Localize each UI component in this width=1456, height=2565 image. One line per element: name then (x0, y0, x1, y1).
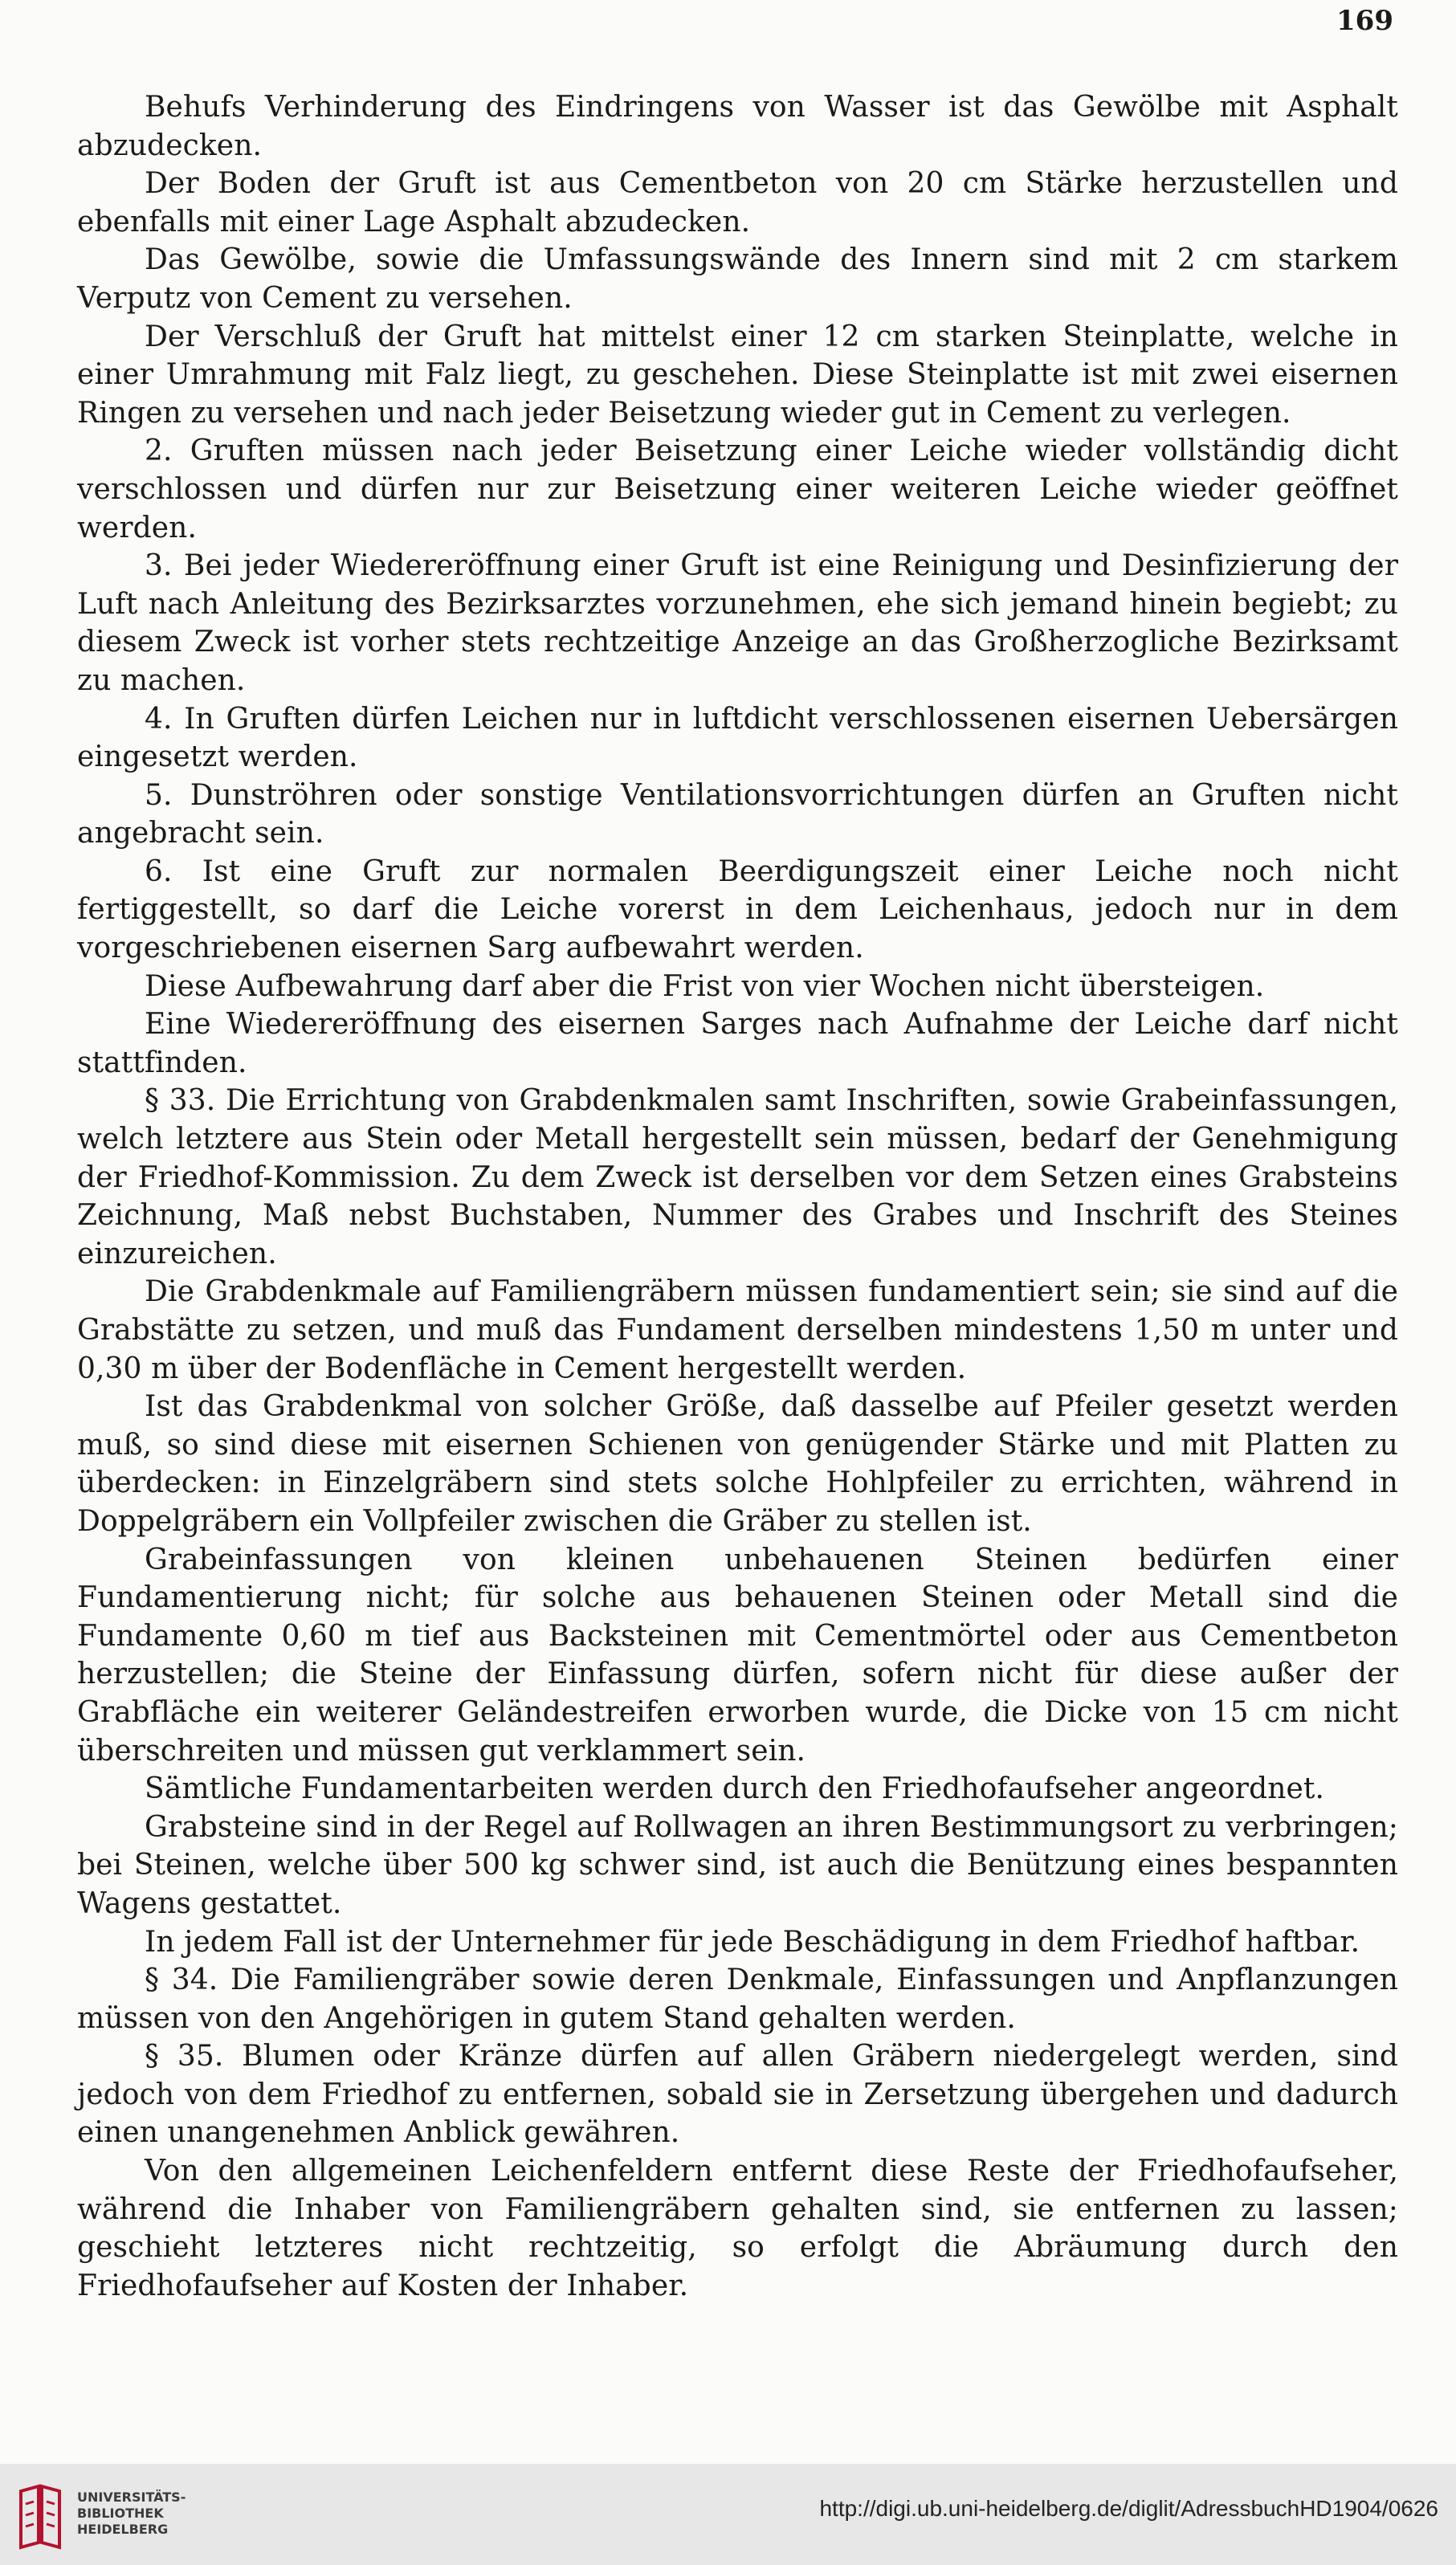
library-logo-icon (14, 2480, 64, 2552)
paragraph: 5. Dunströhren oder sonstige Ventilationsvorrichtungen dürfen an Gruften nicht angebracht sein. (77, 778, 1398, 850)
paragraph: 6. Ist eine Gruft zur normalen Beerdigungszeit einer Leiche noch nicht fertiggestellt, so darf die Leiche vorerst in dem Leichenhaus, jedoch nur in dem vorgeschriebenen eisernen Sarg aufbewahrt werden. (77, 854, 1398, 965)
paragraph: 4. In Gruften dürfen Leichen nur in luftdicht verschlossenen eisernen Uebersärgen eingesetzt werden. (77, 702, 1398, 774)
library-name-line: HEIDELBERG (77, 2522, 169, 2537)
section-paragraph-34: § 34. Die Familiengräber sowie deren Denkmale, Einfassungen und Anpflanzungen müssen von den Angehörigen in gutem Stand gehalten werden. (77, 1964, 1398, 2035)
paragraph: Der Verschluß der Gruft hat mittelst einer 12 cm starken Steinplatte, welche in einer Umrahmung mit Falz liegt, zu geschehen. Diese Steinplatte ist mit zwei eisernen Ringen zu versehen und nach jeder Beisetzung wieder gut in Cement zu verlegen. (77, 320, 1398, 430)
source-url-link[interactable]: http://digi.ub.uni-heidelberg.de/diglit/AdressbuchHD1904/0626 (819, 2496, 1438, 2521)
page-number: 169 (1336, 5, 1393, 37)
paragraph: Das Gewölbe, sowie die Umfassungswände des Innern sind mit 2 cm starkem Verputz von Cement zu versehen. (77, 243, 1398, 315)
paragraph: In jedem Fall ist der Unternehmer für jede Beschädigung in dem Friedhof haftbar. (145, 1925, 1360, 1959)
section-paragraph-33: § 33. Die Errichtung von Grabdenkmalen samt Inschriften, sowie Grabeinfassungen, welch letztere aus Stein oder Metall hergestellt sein müssen, bedarf der Genehmigung der Friedhof-Kommission. Zu dem Zweck ist derselben vor dem Setzen eines Grabsteins Zeichnung, Maß nebst Buchstaben, Nummer des Grabes und Inschrift des Steines einzureichen. (77, 1084, 1398, 1270)
paragraph: Eine Wiedereröffnung des eisernen Sarges nach Aufnahme der Leiche darf nicht stattfinden. (77, 1008, 1398, 1079)
paragraph: Diese Aufbewahrung darf aber die Frist von vier Wochen nicht übersteigen. (145, 969, 1265, 1003)
paragraph: Die Grabdenkmale auf Familiengräbern müssen fundamentiert sein; sie sind auf die Grabstätte zu setzen, und muß das Fundament derselben mindestens 1,50 m unter und 0,30 m über der Bodenfläche in Cement hergestellt werden. (77, 1275, 1398, 1385)
document-body (77, 88, 1398, 2305)
paragraph: Behufs Verhinderung des Eindringens von Wasser ist das Gewölbe mit Asphalt abzudecken. (77, 91, 1398, 162)
paragraph: 2. Gruften müssen nach jeder Beisetzung einer Leiche wieder vollständig dicht verschlossen und dürfen nur zur Beisetzung einer weiteren Leiche wieder geöffnet werden. (77, 434, 1398, 544)
paragraph: Von den allgemeinen Leichenfeldern entfernt diese Reste der Friedhofaufseher, während die Inhaber von Familiengräbern gehalten sind, sie entfernen zu lassen; geschieht letzteres nicht rechtzeitig, so erfolgt die Abräumung durch den Friedhofaufseher auf Kosten der Inhaber. (77, 2155, 1398, 2302)
paragraph: Der Boden der Gruft ist aus Cementbeton von 20 cm Stärke herzustellen und ebenfalls mit einer Lage Asphalt abzudecken. (77, 167, 1398, 239)
paragraph: Sämtliche Fundamentarbeiten werden durch den Friedhofaufseher angeordnet. (145, 1772, 1325, 1806)
paragraph: Grabeinfassungen von kleinen unbehauenen Steinen bedürfen einer Fundamentierung nicht; für solche aus behauenen Steinen oder Metall sind die Fundamente 0,60 m tief aus Backsteinen mit Cementmörtel oder aus Cementbeton herzustellen; die Steine der Einfassung dürfen, sofern nicht für diese außer der Grabfläche ein weiterer Geländestreifen erworben wurde, die Dicke von 15 cm nicht überschreiten und müssen gut verklammert sein. (77, 1543, 1398, 1768)
footer-bar (0, 2464, 1456, 2565)
paragraph: Ist das Grabdenkmal von solcher Größe, daß dasselbe auf Pfeiler gesetzt werden muß, so sind diese mit eisernen Schienen von genügender Stärke und mit Platten zu überdecken: in Einzelgräbern sind stets solche Hohlpfeiler zu errichten, während in Doppelgräbern ein Vollpfeiler zwischen die Gräber zu stellen ist. (77, 1390, 1398, 1538)
paragraph: Grabsteine sind in der Regel auf Rollwagen an ihren Bestimmungsort zu verbringen; bei Steinen, welche über 500 kg schwer sind, ist auch die Benützung eines bespannten Wagens gestattet. (77, 1810, 1398, 1920)
library-name-line: UNIVERSITÄTS- (77, 2490, 186, 2505)
paragraph: 3. Bei jeder Wiedereröffnung einer Gruft ist eine Reinigung und Desinfizierung der Luft nach Anleitung des Bezirksarztes vorzunehmen, ehe sich jemand hinein begiebt; zu diesem Zweck ist vorher stets rechtzeitige Anzeige an das Großherzogliche Bezirksamt zu machen. (77, 549, 1398, 697)
library-name (77, 2490, 186, 2538)
library-name-line: BIBLIOTHEK (77, 2506, 164, 2521)
section-paragraph-35: § 35. Blumen oder Kränze dürfen auf allen Gräbern niedergelegt werden, sind jedoch von dem Friedhof zu entfernen, sobald sie in Zersetzung übergehen und dadurch einen unangenehmen Anblick gewähren. (77, 2040, 1398, 2150)
